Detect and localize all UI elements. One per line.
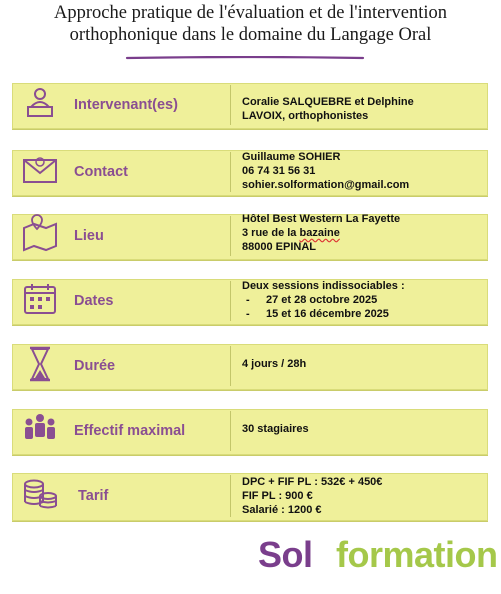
logo-part-formation: formation [336,534,498,575]
hourglass-icon [20,344,60,384]
row-duree [12,338,486,394]
value-duree: 4 jours / 28h [242,358,307,370]
speaker-icon [20,83,60,123]
email-link[interactable]: sohier.solformation@gmail.com [242,179,410,191]
value-intervenants: Coralie SALQUEBRE et Delphine LAVOIX, orthophonistes [242,96,414,122]
row-lieu [12,208,486,264]
value-lieu: Hôtel Best Western La Fayette 3 rue de la bazaine 88000 EPINAL [242,213,401,253]
group-icon [20,409,60,449]
calendar-icon [20,279,60,319]
row-dates [12,273,486,329]
title-line-2: orthophonique dans le domaine du Langage Oral [69,25,432,45]
row-intervenants [12,77,486,133]
row-effectif [12,403,486,459]
value-effectif: 30 stagiaires [242,423,309,435]
row-tarif [12,467,486,525]
map-pin-icon [20,214,60,254]
value-contact: Guillaume SOHIER 06 74 31 56 31 sohier.solformation@gmail.com [242,151,410,191]
envelope-icon [20,150,60,190]
title-line-1: Approche pratique de l'évaluation et de l'intervention [54,3,447,23]
row-contact [12,144,486,200]
label-duree: Durée [74,358,116,374]
value-dates: Deux sessions indissociables : - 27 et 28 octobre 2025 - 15 et 16 décembre 2025 [242,280,405,320]
label-tarif: Tarif [78,488,109,504]
page-title [0,2,501,46]
label-intervenants: Intervenant(es) [74,97,178,113]
label-dates: Dates [74,293,114,309]
label-effectif: Effectif maximal [74,423,186,439]
solformation-logo [258,534,498,584]
label-lieu: Lieu [74,228,104,244]
title-divider [125,56,365,60]
coins-icon [20,474,60,514]
label-contact: Contact [74,164,128,180]
value-tarif: DPC + FIF PL : 532€ + 450€ FIF PL : 900 € Salarié : 1200 € [242,476,383,516]
logo-part-sol: Sol [258,534,313,575]
